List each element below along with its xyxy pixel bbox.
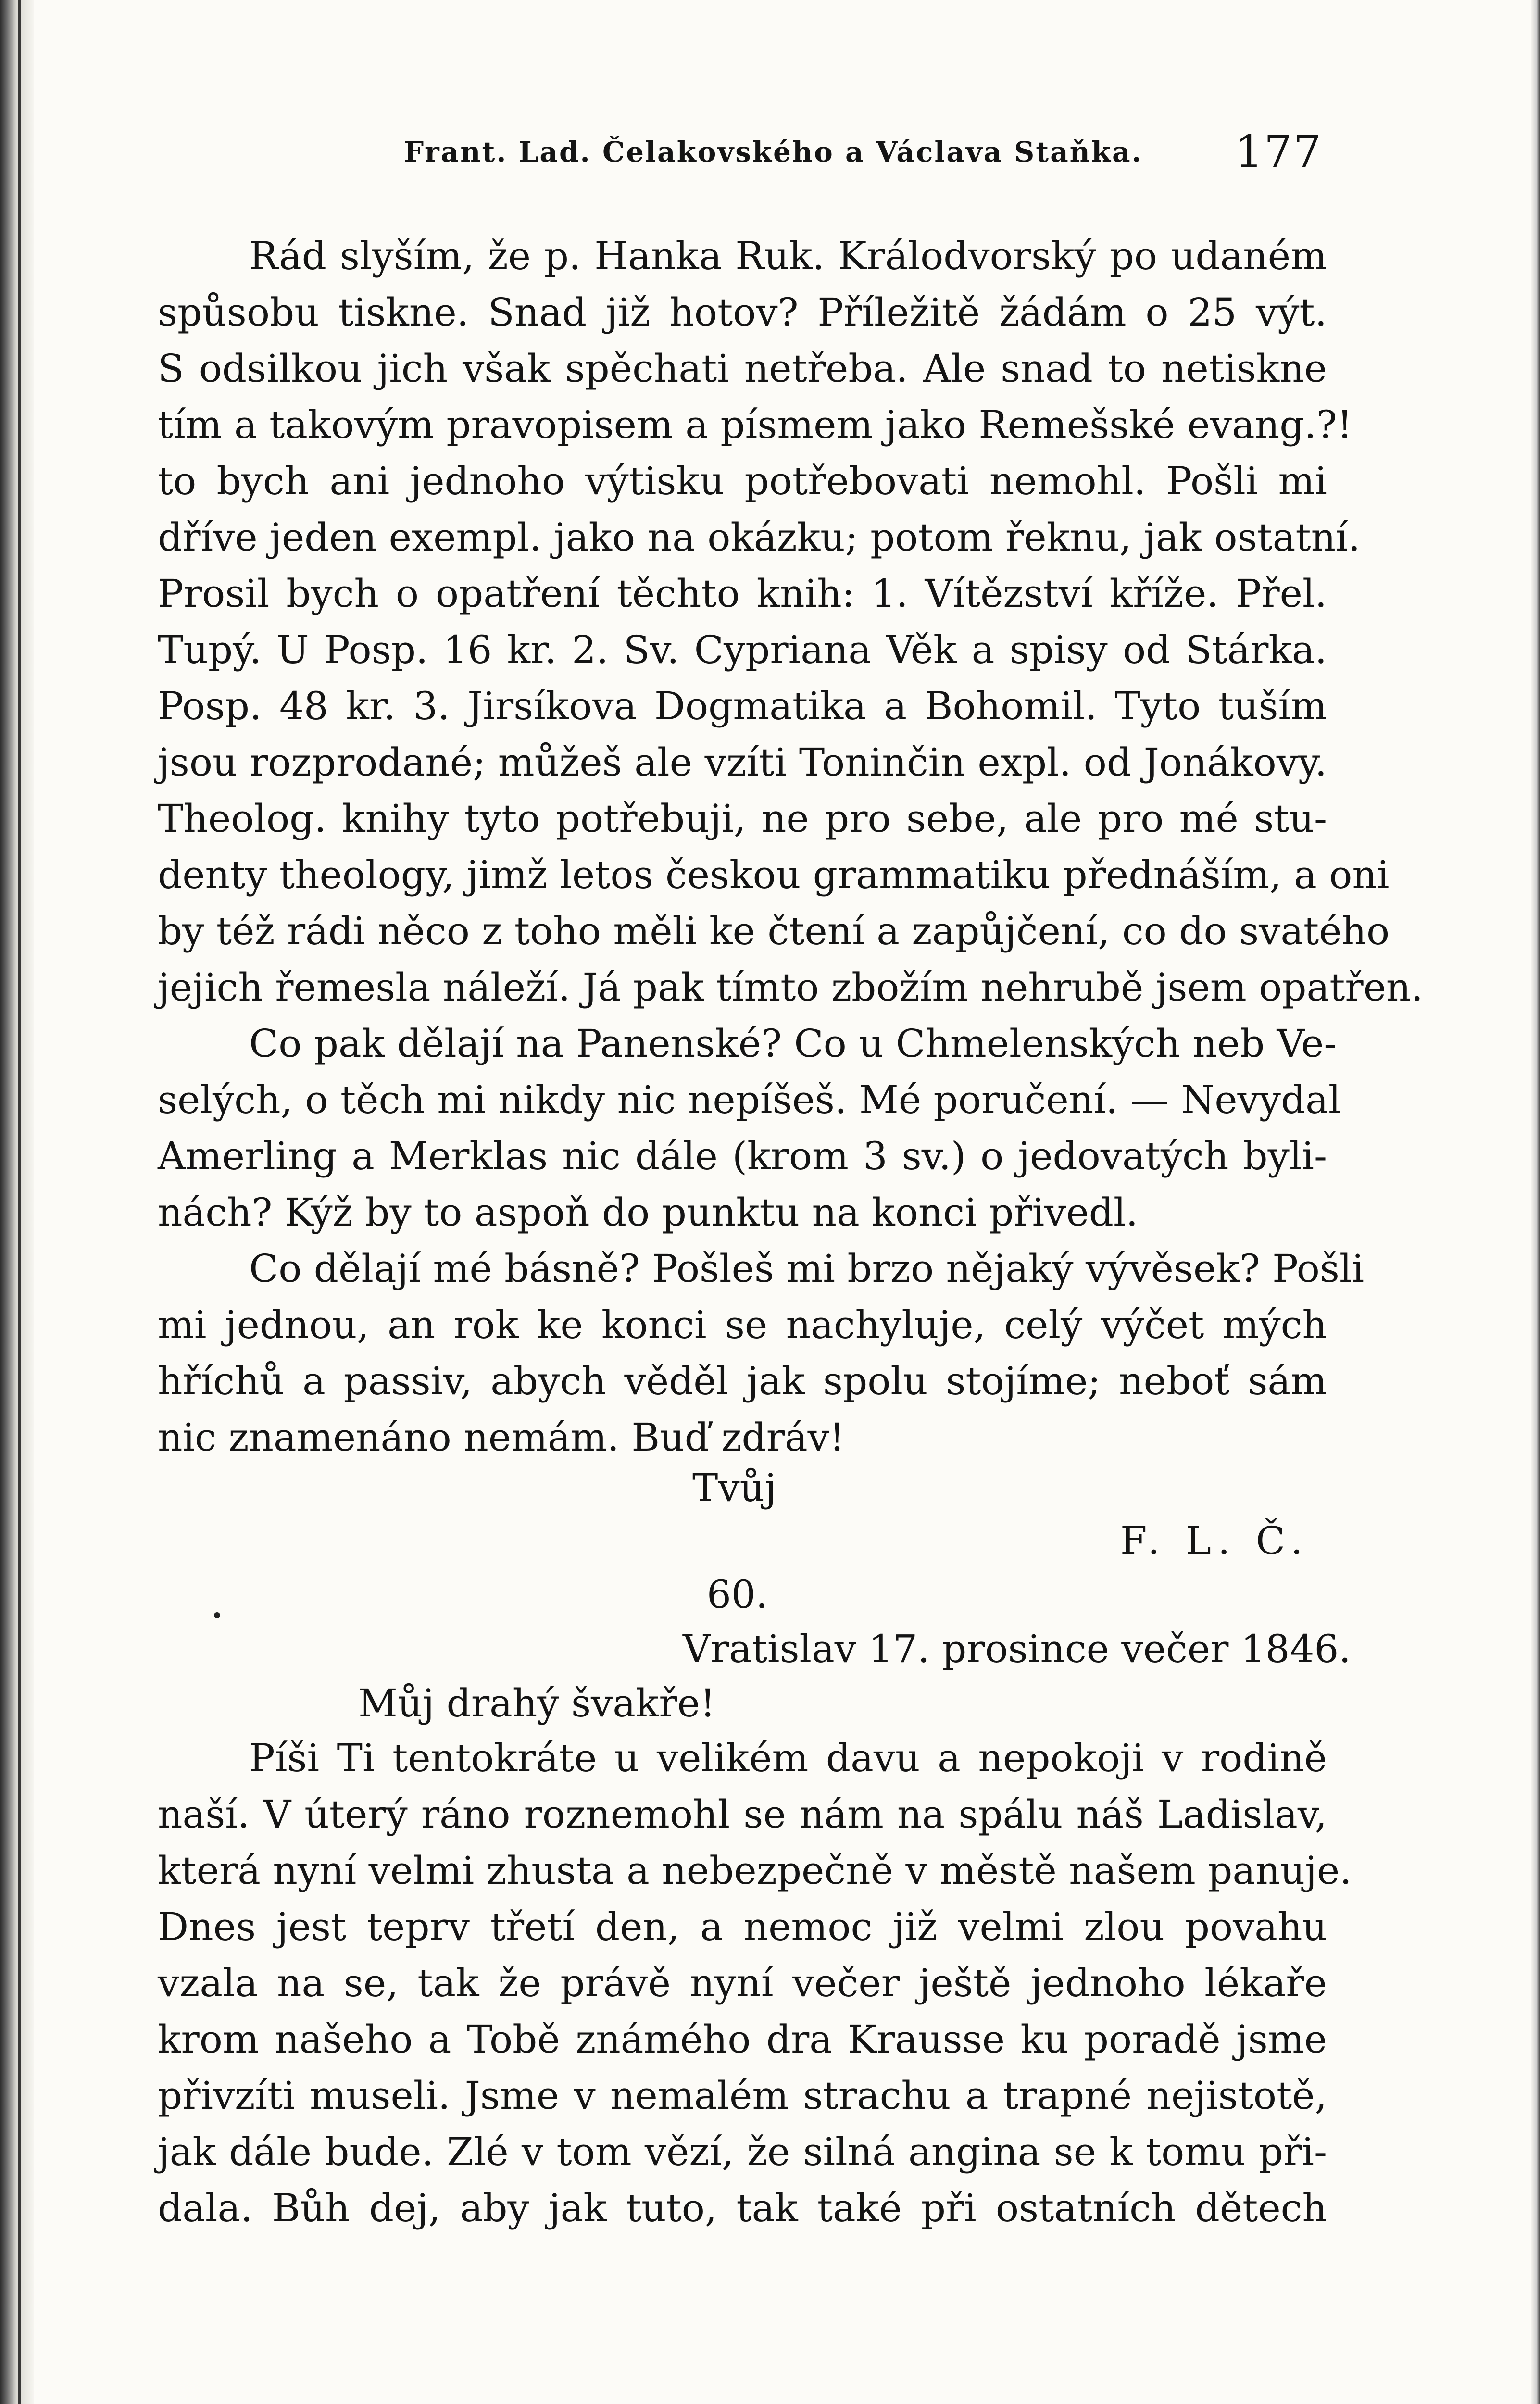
text-line: jak dále bude. Zlé v tom vězí, že silná angina se k tomu při-	[158, 2129, 1327, 2174]
text-line: Rád slyším, že p. Hanka Ruk. Králodvorský po udaném	[249, 234, 1327, 278]
text-line: by též rádi něco z toho měli ke čtení a zapůjčení, co do svatého	[158, 909, 1390, 953]
text-line: Dnes jest teprv třetí den, a nemoc již velmi zlou povahu	[158, 1904, 1327, 1949]
text-line: Posp. 48 kr. 3. Jirsíkova Dogmatika a Bohomil. Tyto tuším	[158, 684, 1327, 728]
text-line: nách? Kýž by to aspoň do punktu na konci přivedl.	[158, 1190, 1139, 1235]
text-line: Prosil bych o opatření těchto knih: 1. Vítězství kříže. Přel.	[158, 571, 1327, 616]
text-line: Theolog. knihy tyto potřebuji, ne pro sebe, ale pro mé stu-	[158, 796, 1327, 841]
page-spine-shadow	[0, 0, 34, 2404]
signature-initials: F. L. Č.	[1120, 1518, 1310, 1563]
page-right-edge	[1531, 0, 1540, 2404]
text-line: Tupý. U Posp. 16 kr. 2. Sv. Cypriana Věk a spisy od Stárka.	[158, 627, 1327, 672]
text-line: dala. Bůh dej, aby jak tuto, tak také při ostatních dětech	[158, 2186, 1327, 2230]
text-line: hříchů a passiv, abych věděl jak spolu stojíme; neboť sám	[158, 1359, 1327, 1403]
text-line: dříve jeden exempl. jako na okázku; potom řeknu, jak ostatní.	[158, 515, 1361, 560]
letter-greeting: Můj drahý švakře!	[358, 1681, 716, 1726]
running-head: Frant. Lad. Čelakovského a Václava Staňka.	[404, 136, 1143, 168]
letter-dateline: Vratislav 17. prosince večer 1846.	[683, 1627, 1351, 1671]
text-line: Píši Ti tentokráte u velikém davu a nepokoji v rodině	[249, 1736, 1327, 1780]
binding-edge	[18, 0, 21, 2404]
text-line: která nyní velmi zhusta a nebezpečně v městě našem panuje.	[158, 1848, 1352, 1893]
page-header	[159, 126, 1322, 179]
text-line: to bych ani jednoho výtisku potřebovati nemohl. Pošli mi	[158, 459, 1327, 503]
text-line: naší. V úterý ráno roznemohl se nám na spálu náš Ladislav,	[158, 1792, 1327, 1837]
text-line: krom našeho a Tobě známého dra Krausse ku poradě jsme	[158, 2017, 1327, 2062]
letter-number: 60.	[707, 1572, 768, 1617]
closing-salutation: Tvůj	[692, 1465, 776, 1510]
print-speck	[214, 1612, 220, 1618]
text-line: tím a takovým pravopisem a písmem jako Remešské evang.?!	[158, 402, 1352, 447]
text-line: S odsilkou jich však spěchati netřeba. Ale snad to netiskne	[158, 346, 1327, 391]
text-line: vzala na se, tak že právě nyní večer ještě jednoho lékaře	[158, 1961, 1327, 2005]
text-line: nic znamenáno nemám. Buď zdráv!	[158, 1415, 845, 1460]
text-line: spůsobu tiskne. Snad již hotov? Příležitě žádám o 25 výt.	[158, 290, 1327, 335]
text-line: Co pak dělají na Panenské? Co u Chmelenských neb Ve-	[249, 1021, 1337, 1066]
text-line: přivzíti museli. Jsme v nemalém strachu a trapné nejistotě,	[158, 2073, 1327, 2118]
text-line: denty theology, jimž letos českou grammatiku přednáším, a oni	[158, 852, 1390, 897]
text-line: Co dělají mé básně? Pošleš mi brzo nějaký vývěsek? Pošli	[249, 1246, 1365, 1291]
text-line: Amerling a Merklas nic dále (krom 3 sv.) o jedovatých byli-	[158, 1134, 1327, 1178]
text-line: jsou rozprodané; můžeš ale vzíti Toninčin expl. od Jonákovy.	[158, 740, 1327, 785]
text-line: selých, o těch mi nikdy nic nepíšeš. Mé poručení. — Nevydal	[158, 1077, 1341, 1122]
text-line: mi jednou, an rok ke konci se nachyluje, celý výčet mých	[158, 1302, 1327, 1347]
page-number: 177	[1235, 126, 1322, 177]
text-line: jejich řemesla náleží. Já pak tímto zbožím nehrubě jsem opatřen.	[158, 965, 1423, 1010]
